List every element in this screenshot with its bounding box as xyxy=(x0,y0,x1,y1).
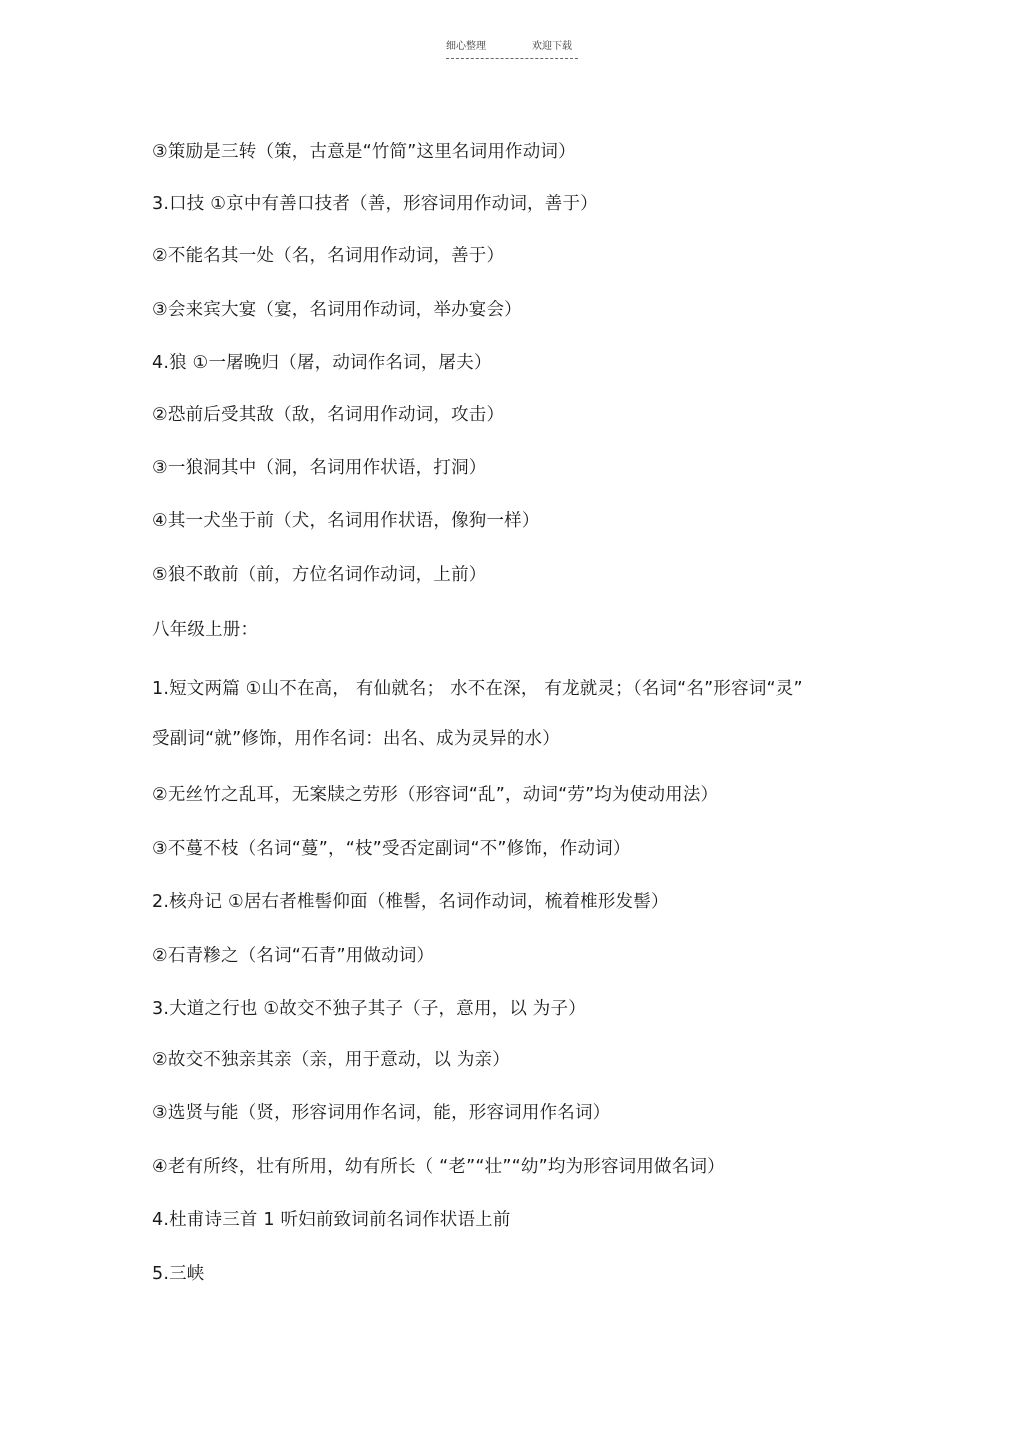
header-right-text: 欢迎下载 xyxy=(532,41,572,52)
text-line: ③策励是三转（策，古意是“竹简”这里名词用作动词） xyxy=(152,142,576,162)
text-line: ③选贤与能（贤，形容词用作名词，能，形容词用作名词） xyxy=(152,1103,611,1123)
text-line: ④老有所终，壮有所用，幼有所长（ “老”“壮”“幼”均为形容词用做名词） xyxy=(152,1157,725,1177)
page-header xyxy=(446,40,578,64)
header-dashed-rule xyxy=(446,58,578,59)
text-line: ②石青糁之（名词“石青”用做动词） xyxy=(152,946,435,966)
text-line: ③会来宾大宴（宴，名词用作动词，举办宴会） xyxy=(152,300,522,320)
text-line: ②不能名其一处（名，名词用作动词，善于） xyxy=(152,246,505,266)
text-line: 4.杜甫诗三首 1 听妇前致词前名词作状语上前 xyxy=(152,1210,511,1230)
text-line: ⑤狼不敢前（前，方位名词作动词，上前） xyxy=(152,565,487,585)
text-line: 4.狼 ①一屠晚归（屠，动词作名词，屠夫） xyxy=(152,353,492,373)
text-line: ③一狼洞其中（洞，名词用作状语，打洞） xyxy=(152,458,487,478)
text-line: 2.核舟记 ①居右者椎髻仰面（椎髻，名词作动词，梳着椎形发髻） xyxy=(152,892,669,912)
text-line: ③不蔓不枝（名词“蔓”，“枝”受否定副词“不”修饰，作动词） xyxy=(152,839,631,859)
text-line: 5.三峡 xyxy=(152,1264,205,1284)
text-line: 3.口技 ①京中有善口技者（善，形容词用作动词，善于） xyxy=(152,194,598,214)
header-left-text: 细心整理 xyxy=(446,41,486,52)
section-heading: 八年级上册： xyxy=(152,620,259,640)
text-line: ②恐前后受其敌（敌，名词用作动词，攻击） xyxy=(152,405,505,425)
text-line: ②故交不独亲其亲（亲，用于意动，以 为亲） xyxy=(152,1050,510,1070)
text-line: 受副词“就”修饰，用作名词：出名、成为灵异的水） xyxy=(152,729,560,749)
text-line: ④其一犬坐于前（犬，名词用作状语，像狗一样） xyxy=(152,511,540,531)
text-line: 3.大道之行也 ①故交不独子其子（子，意用，以 为子） xyxy=(152,999,586,1019)
text-line: 1.短文两篇 ①山不在高， 有仙就名； 水不在深， 有龙就灵；（名词“名”形容词“灵” xyxy=(152,679,803,699)
text-line: ②无丝竹之乱耳，无案牍之劳形（形容词“乱”，动词“劳”均为使动用法） xyxy=(152,785,719,805)
